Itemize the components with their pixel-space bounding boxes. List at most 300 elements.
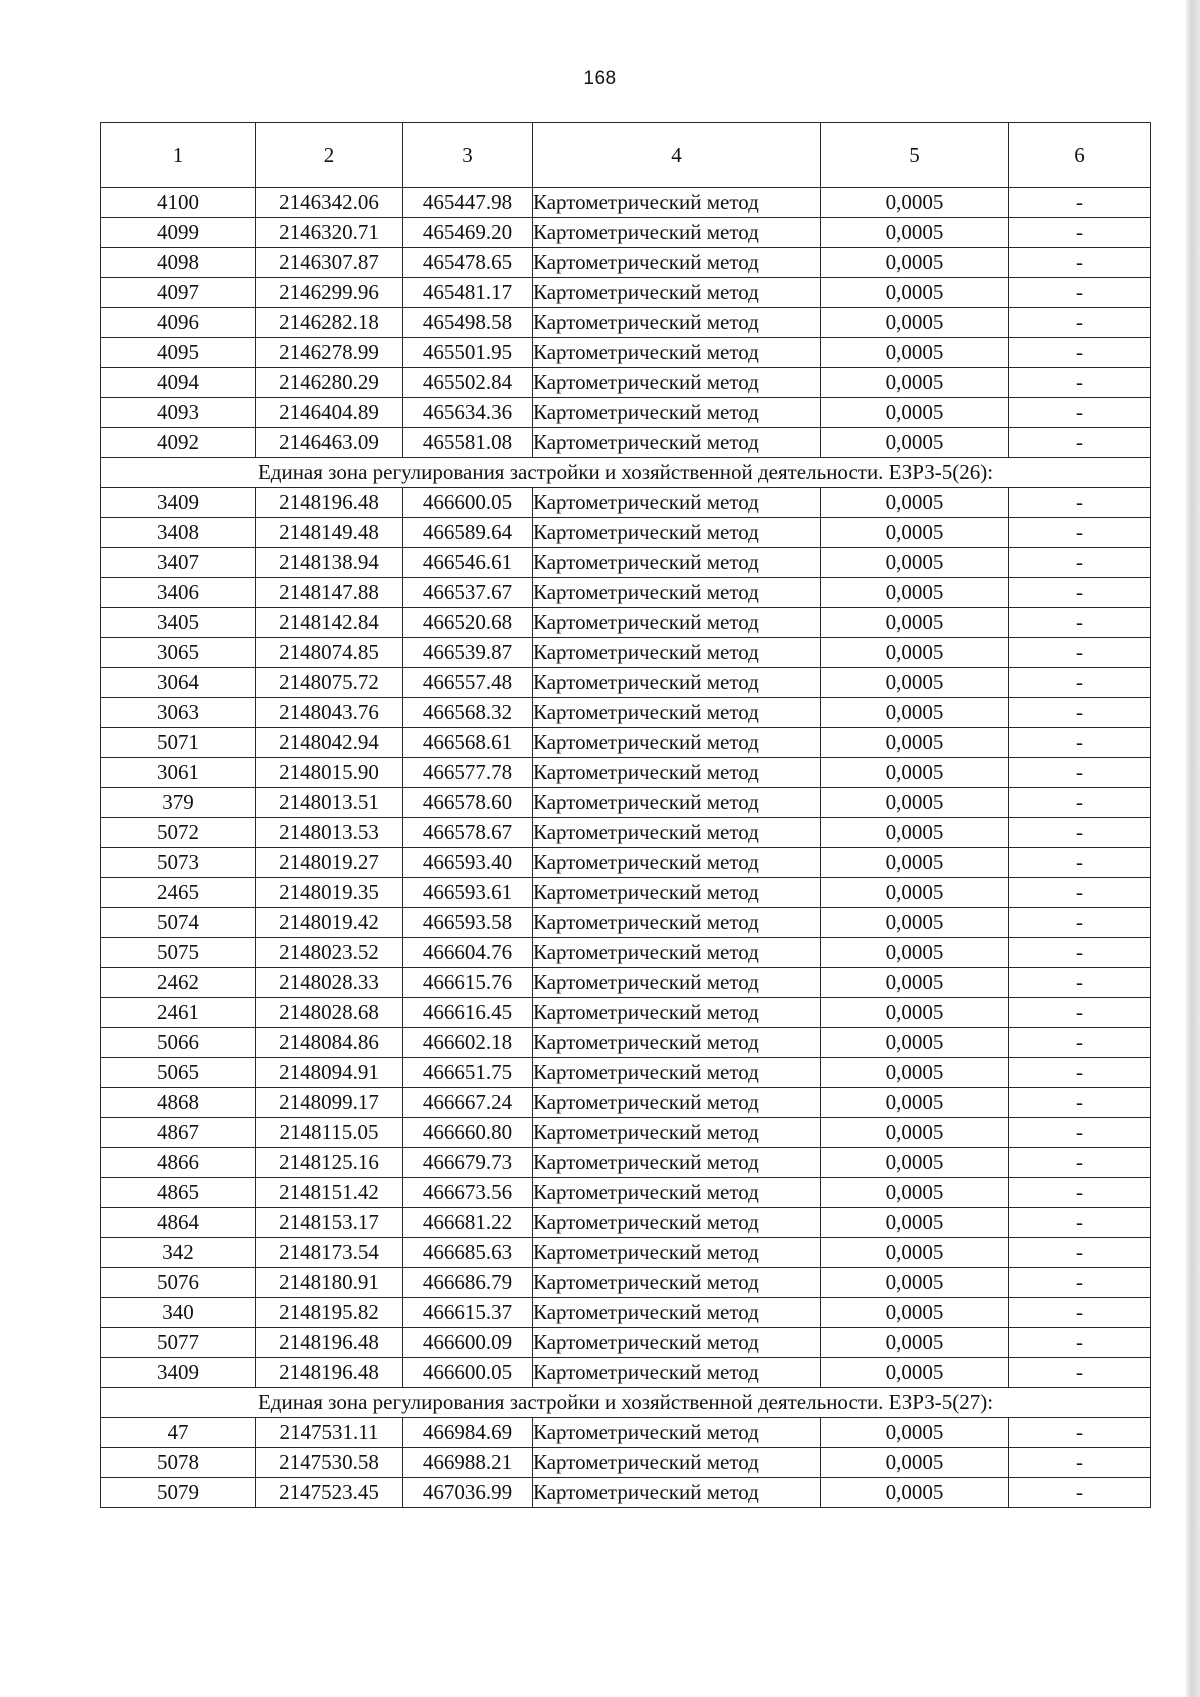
x-coordinate-cell: 2148142.84: [256, 608, 403, 638]
note-cell: -: [1009, 1358, 1151, 1388]
accuracy-cell: 0,0005: [821, 518, 1009, 548]
x-coordinate-cell: 2148013.53: [256, 818, 403, 848]
x-coordinate-cell: 2146299.96: [256, 278, 403, 308]
accuracy-cell: 0,0005: [821, 308, 1009, 338]
y-coordinate-cell: 466578.67: [403, 818, 533, 848]
point-number-cell: 4095: [101, 338, 256, 368]
x-coordinate-cell: 2148019.35: [256, 878, 403, 908]
note-cell: -: [1009, 938, 1151, 968]
table-row: [101, 1238, 1151, 1268]
method-cell: Картометрический метод: [533, 1328, 821, 1358]
point-number-cell: 4098: [101, 248, 256, 278]
accuracy-cell: 0,0005: [821, 188, 1009, 218]
x-coordinate-cell: 2148151.42: [256, 1178, 403, 1208]
note-cell: -: [1009, 218, 1151, 248]
point-number-cell: 5078: [101, 1448, 256, 1478]
header-col-1: 1: [101, 123, 256, 188]
y-coordinate-cell: 466651.75: [403, 1058, 533, 1088]
point-number-cell: 5065: [101, 1058, 256, 1088]
y-coordinate-cell: 466673.56: [403, 1178, 533, 1208]
accuracy-cell: 0,0005: [821, 938, 1009, 968]
x-coordinate-cell: 2148153.17: [256, 1208, 403, 1238]
point-number-cell: 3408: [101, 518, 256, 548]
zone-heading-row: [101, 458, 1151, 488]
note-cell: -: [1009, 878, 1151, 908]
accuracy-cell: 0,0005: [821, 1418, 1009, 1448]
point-number-cell: 5076: [101, 1268, 256, 1298]
note-cell: -: [1009, 848, 1151, 878]
header-col-6: 6: [1009, 123, 1151, 188]
point-number-cell: 2462: [101, 968, 256, 998]
accuracy-cell: 0,0005: [821, 1148, 1009, 1178]
table-row: [101, 1448, 1151, 1478]
x-coordinate-cell: 2147531.11: [256, 1418, 403, 1448]
method-cell: Картометрический метод: [533, 248, 821, 278]
accuracy-cell: 0,0005: [821, 488, 1009, 518]
x-coordinate-cell: 2146463.09: [256, 428, 403, 458]
method-cell: Картометрический метод: [533, 848, 821, 878]
note-cell: -: [1009, 518, 1151, 548]
point-number-cell: 5074: [101, 908, 256, 938]
note-cell: -: [1009, 1028, 1151, 1058]
y-coordinate-cell: 466604.76: [403, 938, 533, 968]
scan-edge-shadow: [1186, 0, 1200, 1697]
table-row: [101, 608, 1151, 638]
accuracy-cell: 0,0005: [821, 1478, 1009, 1508]
zone-heading: Единая зона регулирования застройки и хозяйственной деятельности. ЕЗРЗ-5(27):: [101, 1388, 1151, 1418]
x-coordinate-cell: 2148196.48: [256, 1358, 403, 1388]
note-cell: -: [1009, 638, 1151, 668]
note-cell: -: [1009, 1178, 1151, 1208]
table-row: [101, 1148, 1151, 1178]
table-row: [101, 1418, 1151, 1448]
method-cell: Картометрический метод: [533, 668, 821, 698]
y-coordinate-cell: 466520.68: [403, 608, 533, 638]
point-number-cell: 379: [101, 788, 256, 818]
point-number-cell: 342: [101, 1238, 256, 1268]
table-row: [101, 938, 1151, 968]
x-coordinate-cell: 2148196.48: [256, 488, 403, 518]
note-cell: -: [1009, 578, 1151, 608]
table-row: [101, 668, 1151, 698]
accuracy-cell: 0,0005: [821, 278, 1009, 308]
x-coordinate-cell: 2148094.91: [256, 1058, 403, 1088]
y-coordinate-cell: 466616.45: [403, 998, 533, 1028]
note-cell: -: [1009, 608, 1151, 638]
accuracy-cell: 0,0005: [821, 578, 1009, 608]
accuracy-cell: 0,0005: [821, 1208, 1009, 1238]
method-cell: Картометрический метод: [533, 1148, 821, 1178]
y-coordinate-cell: 465581.08: [403, 428, 533, 458]
x-coordinate-cell: 2148149.48: [256, 518, 403, 548]
method-cell: Картометрический метод: [533, 518, 821, 548]
accuracy-cell: 0,0005: [821, 368, 1009, 398]
y-coordinate-cell: 466667.24: [403, 1088, 533, 1118]
x-coordinate-cell: 2148023.52: [256, 938, 403, 968]
table-row: [101, 278, 1151, 308]
note-cell: -: [1009, 1148, 1151, 1178]
y-coordinate-cell: 466686.79: [403, 1268, 533, 1298]
header-row: [101, 123, 1151, 188]
x-coordinate-cell: 2148180.91: [256, 1268, 403, 1298]
table-row: [101, 1028, 1151, 1058]
x-coordinate-cell: 2146404.89: [256, 398, 403, 428]
table-row: [101, 548, 1151, 578]
note-cell: -: [1009, 788, 1151, 818]
table-row: [101, 908, 1151, 938]
y-coordinate-cell: 465502.84: [403, 368, 533, 398]
note-cell: -: [1009, 1118, 1151, 1148]
x-coordinate-cell: 2148019.27: [256, 848, 403, 878]
x-coordinate-cell: 2146280.29: [256, 368, 403, 398]
x-coordinate-cell: 2148075.72: [256, 668, 403, 698]
method-cell: Картометрический метод: [533, 818, 821, 848]
accuracy-cell: 0,0005: [821, 998, 1009, 1028]
table-row: [101, 338, 1151, 368]
point-number-cell: 5073: [101, 848, 256, 878]
note-cell: -: [1009, 368, 1151, 398]
x-coordinate-cell: 2148138.94: [256, 548, 403, 578]
note-cell: -: [1009, 818, 1151, 848]
table-row: [101, 1208, 1151, 1238]
table-row: [101, 1268, 1151, 1298]
note-cell: -: [1009, 548, 1151, 578]
y-coordinate-cell: 466602.18: [403, 1028, 533, 1058]
point-number-cell: 3409: [101, 488, 256, 518]
table-row: [101, 1328, 1151, 1358]
x-coordinate-cell: 2148147.88: [256, 578, 403, 608]
table-row: [101, 1178, 1151, 1208]
method-cell: Картометрический метод: [533, 578, 821, 608]
method-cell: Картометрический метод: [533, 1238, 821, 1268]
method-cell: Картометрический метод: [533, 1178, 821, 1208]
x-coordinate-cell: 2146342.06: [256, 188, 403, 218]
header-col-4: 4: [533, 123, 821, 188]
header-col-3: 3: [403, 123, 533, 188]
note-cell: -: [1009, 968, 1151, 998]
table-row: [101, 518, 1151, 548]
point-number-cell: 5075: [101, 938, 256, 968]
method-cell: Картометрический метод: [533, 368, 821, 398]
table-row: [101, 818, 1151, 848]
point-number-cell: 47: [101, 1418, 256, 1448]
table-row: [101, 578, 1151, 608]
table-header: [101, 123, 1151, 188]
y-coordinate-cell: 466557.48: [403, 668, 533, 698]
accuracy-cell: 0,0005: [821, 1268, 1009, 1298]
method-cell: Картометрический метод: [533, 608, 821, 638]
accuracy-cell: 0,0005: [821, 698, 1009, 728]
x-coordinate-cell: 2147523.45: [256, 1478, 403, 1508]
y-coordinate-cell: 465478.65: [403, 248, 533, 278]
table-row: [101, 428, 1151, 458]
table-row: [101, 968, 1151, 998]
point-number-cell: 4866: [101, 1148, 256, 1178]
y-coordinate-cell: 466593.61: [403, 878, 533, 908]
note-cell: -: [1009, 998, 1151, 1028]
table-row: [101, 728, 1151, 758]
table-row: [101, 1118, 1151, 1148]
y-coordinate-cell: 466568.61: [403, 728, 533, 758]
point-number-cell: 3407: [101, 548, 256, 578]
table-row: [101, 188, 1151, 218]
y-coordinate-cell: 466679.73: [403, 1148, 533, 1178]
note-cell: -: [1009, 308, 1151, 338]
note-cell: -: [1009, 398, 1151, 428]
note-cell: -: [1009, 1238, 1151, 1268]
table-row: [101, 488, 1151, 518]
accuracy-cell: 0,0005: [821, 1178, 1009, 1208]
table-row: [101, 698, 1151, 728]
y-coordinate-cell: 466615.76: [403, 968, 533, 998]
x-coordinate-cell: 2148013.51: [256, 788, 403, 818]
y-coordinate-cell: 466537.67: [403, 578, 533, 608]
table-row: [101, 848, 1151, 878]
accuracy-cell: 0,0005: [821, 818, 1009, 848]
y-coordinate-cell: 467036.99: [403, 1478, 533, 1508]
y-coordinate-cell: 466593.40: [403, 848, 533, 878]
point-number-cell: 4096: [101, 308, 256, 338]
point-number-cell: 3405: [101, 608, 256, 638]
y-coordinate-cell: 466568.32: [403, 698, 533, 728]
accuracy-cell: 0,0005: [821, 1298, 1009, 1328]
note-cell: -: [1009, 1298, 1151, 1328]
point-number-cell: 4865: [101, 1178, 256, 1208]
y-coordinate-cell: 466578.60: [403, 788, 533, 818]
point-number-cell: 2461: [101, 998, 256, 1028]
y-coordinate-cell: 466681.22: [403, 1208, 533, 1238]
note-cell: -: [1009, 1268, 1151, 1298]
accuracy-cell: 0,0005: [821, 218, 1009, 248]
note-cell: -: [1009, 428, 1151, 458]
x-coordinate-cell: 2146282.18: [256, 308, 403, 338]
note-cell: -: [1009, 1418, 1151, 1448]
accuracy-cell: 0,0005: [821, 338, 1009, 368]
note-cell: -: [1009, 1058, 1151, 1088]
point-number-cell: 5071: [101, 728, 256, 758]
accuracy-cell: 0,0005: [821, 608, 1009, 638]
note-cell: -: [1009, 758, 1151, 788]
note-cell: -: [1009, 488, 1151, 518]
table-row: [101, 878, 1151, 908]
method-cell: Картометрический метод: [533, 1118, 821, 1148]
method-cell: Картометрический метод: [533, 638, 821, 668]
x-coordinate-cell: 2148115.05: [256, 1118, 403, 1148]
accuracy-cell: 0,0005: [821, 1238, 1009, 1268]
accuracy-cell: 0,0005: [821, 1448, 1009, 1478]
point-number-cell: 4100: [101, 188, 256, 218]
accuracy-cell: 0,0005: [821, 1028, 1009, 1058]
note-cell: -: [1009, 908, 1151, 938]
zone-heading-row: [101, 1388, 1151, 1418]
point-number-cell: 4097: [101, 278, 256, 308]
point-number-cell: 3065: [101, 638, 256, 668]
method-cell: Картометрический метод: [533, 698, 821, 728]
y-coordinate-cell: 466660.80: [403, 1118, 533, 1148]
method-cell: Картометрический метод: [533, 1418, 821, 1448]
method-cell: Картометрический метод: [533, 728, 821, 758]
point-number-cell: 3406: [101, 578, 256, 608]
note-cell: -: [1009, 278, 1151, 308]
note-cell: -: [1009, 728, 1151, 758]
method-cell: Картометрический метод: [533, 788, 821, 818]
accuracy-cell: 0,0005: [821, 398, 1009, 428]
table-row: [101, 398, 1151, 428]
accuracy-cell: 0,0005: [821, 968, 1009, 998]
note-cell: -: [1009, 248, 1151, 278]
method-cell: Картометрический метод: [533, 1358, 821, 1388]
point-number-cell: 4099: [101, 218, 256, 248]
table-row: [101, 248, 1151, 278]
method-cell: Картометрический метод: [533, 548, 821, 578]
method-cell: Картометрический метод: [533, 1478, 821, 1508]
x-coordinate-cell: 2148099.17: [256, 1088, 403, 1118]
y-coordinate-cell: 465501.95: [403, 338, 533, 368]
accuracy-cell: 0,0005: [821, 878, 1009, 908]
point-number-cell: 4868: [101, 1088, 256, 1118]
method-cell: Картометрический метод: [533, 758, 821, 788]
accuracy-cell: 0,0005: [821, 1328, 1009, 1358]
accuracy-cell: 0,0005: [821, 1358, 1009, 1388]
x-coordinate-cell: 2147530.58: [256, 1448, 403, 1478]
method-cell: Картометрический метод: [533, 938, 821, 968]
y-coordinate-cell: 466600.05: [403, 488, 533, 518]
y-coordinate-cell: 465447.98: [403, 188, 533, 218]
table-row: [101, 308, 1151, 338]
accuracy-cell: 0,0005: [821, 908, 1009, 938]
x-coordinate-cell: 2146320.71: [256, 218, 403, 248]
accuracy-cell: 0,0005: [821, 638, 1009, 668]
point-number-cell: 4093: [101, 398, 256, 428]
point-number-cell: 340: [101, 1298, 256, 1328]
accuracy-cell: 0,0005: [821, 248, 1009, 278]
x-coordinate-cell: 2148074.85: [256, 638, 403, 668]
method-cell: Картометрический метод: [533, 1058, 821, 1088]
point-number-cell: 5072: [101, 818, 256, 848]
x-coordinate-cell: 2148042.94: [256, 728, 403, 758]
coordinates-table: [100, 122, 1151, 1508]
method-cell: Картометрический метод: [533, 1208, 821, 1238]
method-cell: Картометрический метод: [533, 188, 821, 218]
accuracy-cell: 0,0005: [821, 1058, 1009, 1088]
table-row: [101, 638, 1151, 668]
point-number-cell: 4864: [101, 1208, 256, 1238]
y-coordinate-cell: 466984.69: [403, 1418, 533, 1448]
table-body: [101, 188, 1151, 1508]
x-coordinate-cell: 2146307.87: [256, 248, 403, 278]
y-coordinate-cell: 466593.58: [403, 908, 533, 938]
y-coordinate-cell: 465481.17: [403, 278, 533, 308]
x-coordinate-cell: 2148084.86: [256, 1028, 403, 1058]
method-cell: Картометрический метод: [533, 1088, 821, 1118]
note-cell: -: [1009, 668, 1151, 698]
accuracy-cell: 0,0005: [821, 1088, 1009, 1118]
accuracy-cell: 0,0005: [821, 728, 1009, 758]
method-cell: Картометрический метод: [533, 998, 821, 1028]
point-number-cell: 3064: [101, 668, 256, 698]
x-coordinate-cell: 2146278.99: [256, 338, 403, 368]
method-cell: Картометрический метод: [533, 908, 821, 938]
x-coordinate-cell: 2148195.82: [256, 1298, 403, 1328]
y-coordinate-cell: 465634.36: [403, 398, 533, 428]
note-cell: -: [1009, 1208, 1151, 1238]
method-cell: Картометрический метод: [533, 308, 821, 338]
method-cell: Картометрический метод: [533, 968, 821, 998]
note-cell: -: [1009, 1328, 1151, 1358]
method-cell: Картометрический метод: [533, 1028, 821, 1058]
point-number-cell: 4094: [101, 368, 256, 398]
x-coordinate-cell: 2148196.48: [256, 1328, 403, 1358]
note-cell: -: [1009, 698, 1151, 728]
table-row: [101, 218, 1151, 248]
accuracy-cell: 0,0005: [821, 788, 1009, 818]
method-cell: Картометрический метод: [533, 428, 821, 458]
y-coordinate-cell: 466600.09: [403, 1328, 533, 1358]
point-number-cell: 3409: [101, 1358, 256, 1388]
page-number: 168: [583, 68, 617, 89]
table-row: [101, 1088, 1151, 1118]
x-coordinate-cell: 2148019.42: [256, 908, 403, 938]
note-cell: -: [1009, 1448, 1151, 1478]
method-cell: Картометрический метод: [533, 878, 821, 908]
note-cell: -: [1009, 1478, 1151, 1508]
table-row: [101, 788, 1151, 818]
x-coordinate-cell: 2148173.54: [256, 1238, 403, 1268]
header-col-5: 5: [821, 123, 1009, 188]
x-coordinate-cell: 2148043.76: [256, 698, 403, 728]
note-cell: -: [1009, 338, 1151, 368]
accuracy-cell: 0,0005: [821, 428, 1009, 458]
method-cell: Картометрический метод: [533, 1268, 821, 1298]
point-number-cell: 4867: [101, 1118, 256, 1148]
accuracy-cell: 0,0005: [821, 1118, 1009, 1148]
note-cell: -: [1009, 1088, 1151, 1118]
point-number-cell: 5077: [101, 1328, 256, 1358]
method-cell: Картометрический метод: [533, 338, 821, 368]
table-row: [101, 758, 1151, 788]
table-row: [101, 1058, 1151, 1088]
y-coordinate-cell: 465469.20: [403, 218, 533, 248]
point-number-cell: 3063: [101, 698, 256, 728]
point-number-cell: 3061: [101, 758, 256, 788]
x-coordinate-cell: 2148015.90: [256, 758, 403, 788]
method-cell: Картометрический метод: [533, 488, 821, 518]
x-coordinate-cell: 2148028.68: [256, 998, 403, 1028]
table-row: [101, 368, 1151, 398]
x-coordinate-cell: 2148028.33: [256, 968, 403, 998]
y-coordinate-cell: 466589.64: [403, 518, 533, 548]
y-coordinate-cell: 466600.05: [403, 1358, 533, 1388]
table-row: [101, 1298, 1151, 1328]
method-cell: Картометрический метод: [533, 1448, 821, 1478]
y-coordinate-cell: 466685.63: [403, 1238, 533, 1268]
point-number-cell: 5066: [101, 1028, 256, 1058]
table-row: [101, 1358, 1151, 1388]
accuracy-cell: 0,0005: [821, 668, 1009, 698]
method-cell: Картометрический метод: [533, 398, 821, 428]
accuracy-cell: 0,0005: [821, 548, 1009, 578]
y-coordinate-cell: 466577.78: [403, 758, 533, 788]
y-coordinate-cell: 466546.61: [403, 548, 533, 578]
point-number-cell: 2465: [101, 878, 256, 908]
y-coordinate-cell: 466615.37: [403, 1298, 533, 1328]
accuracy-cell: 0,0005: [821, 848, 1009, 878]
accuracy-cell: 0,0005: [821, 758, 1009, 788]
note-cell: -: [1009, 188, 1151, 218]
y-coordinate-cell: 465498.58: [403, 308, 533, 338]
method-cell: Картометрический метод: [533, 218, 821, 248]
method-cell: Картометрический метод: [533, 1298, 821, 1328]
